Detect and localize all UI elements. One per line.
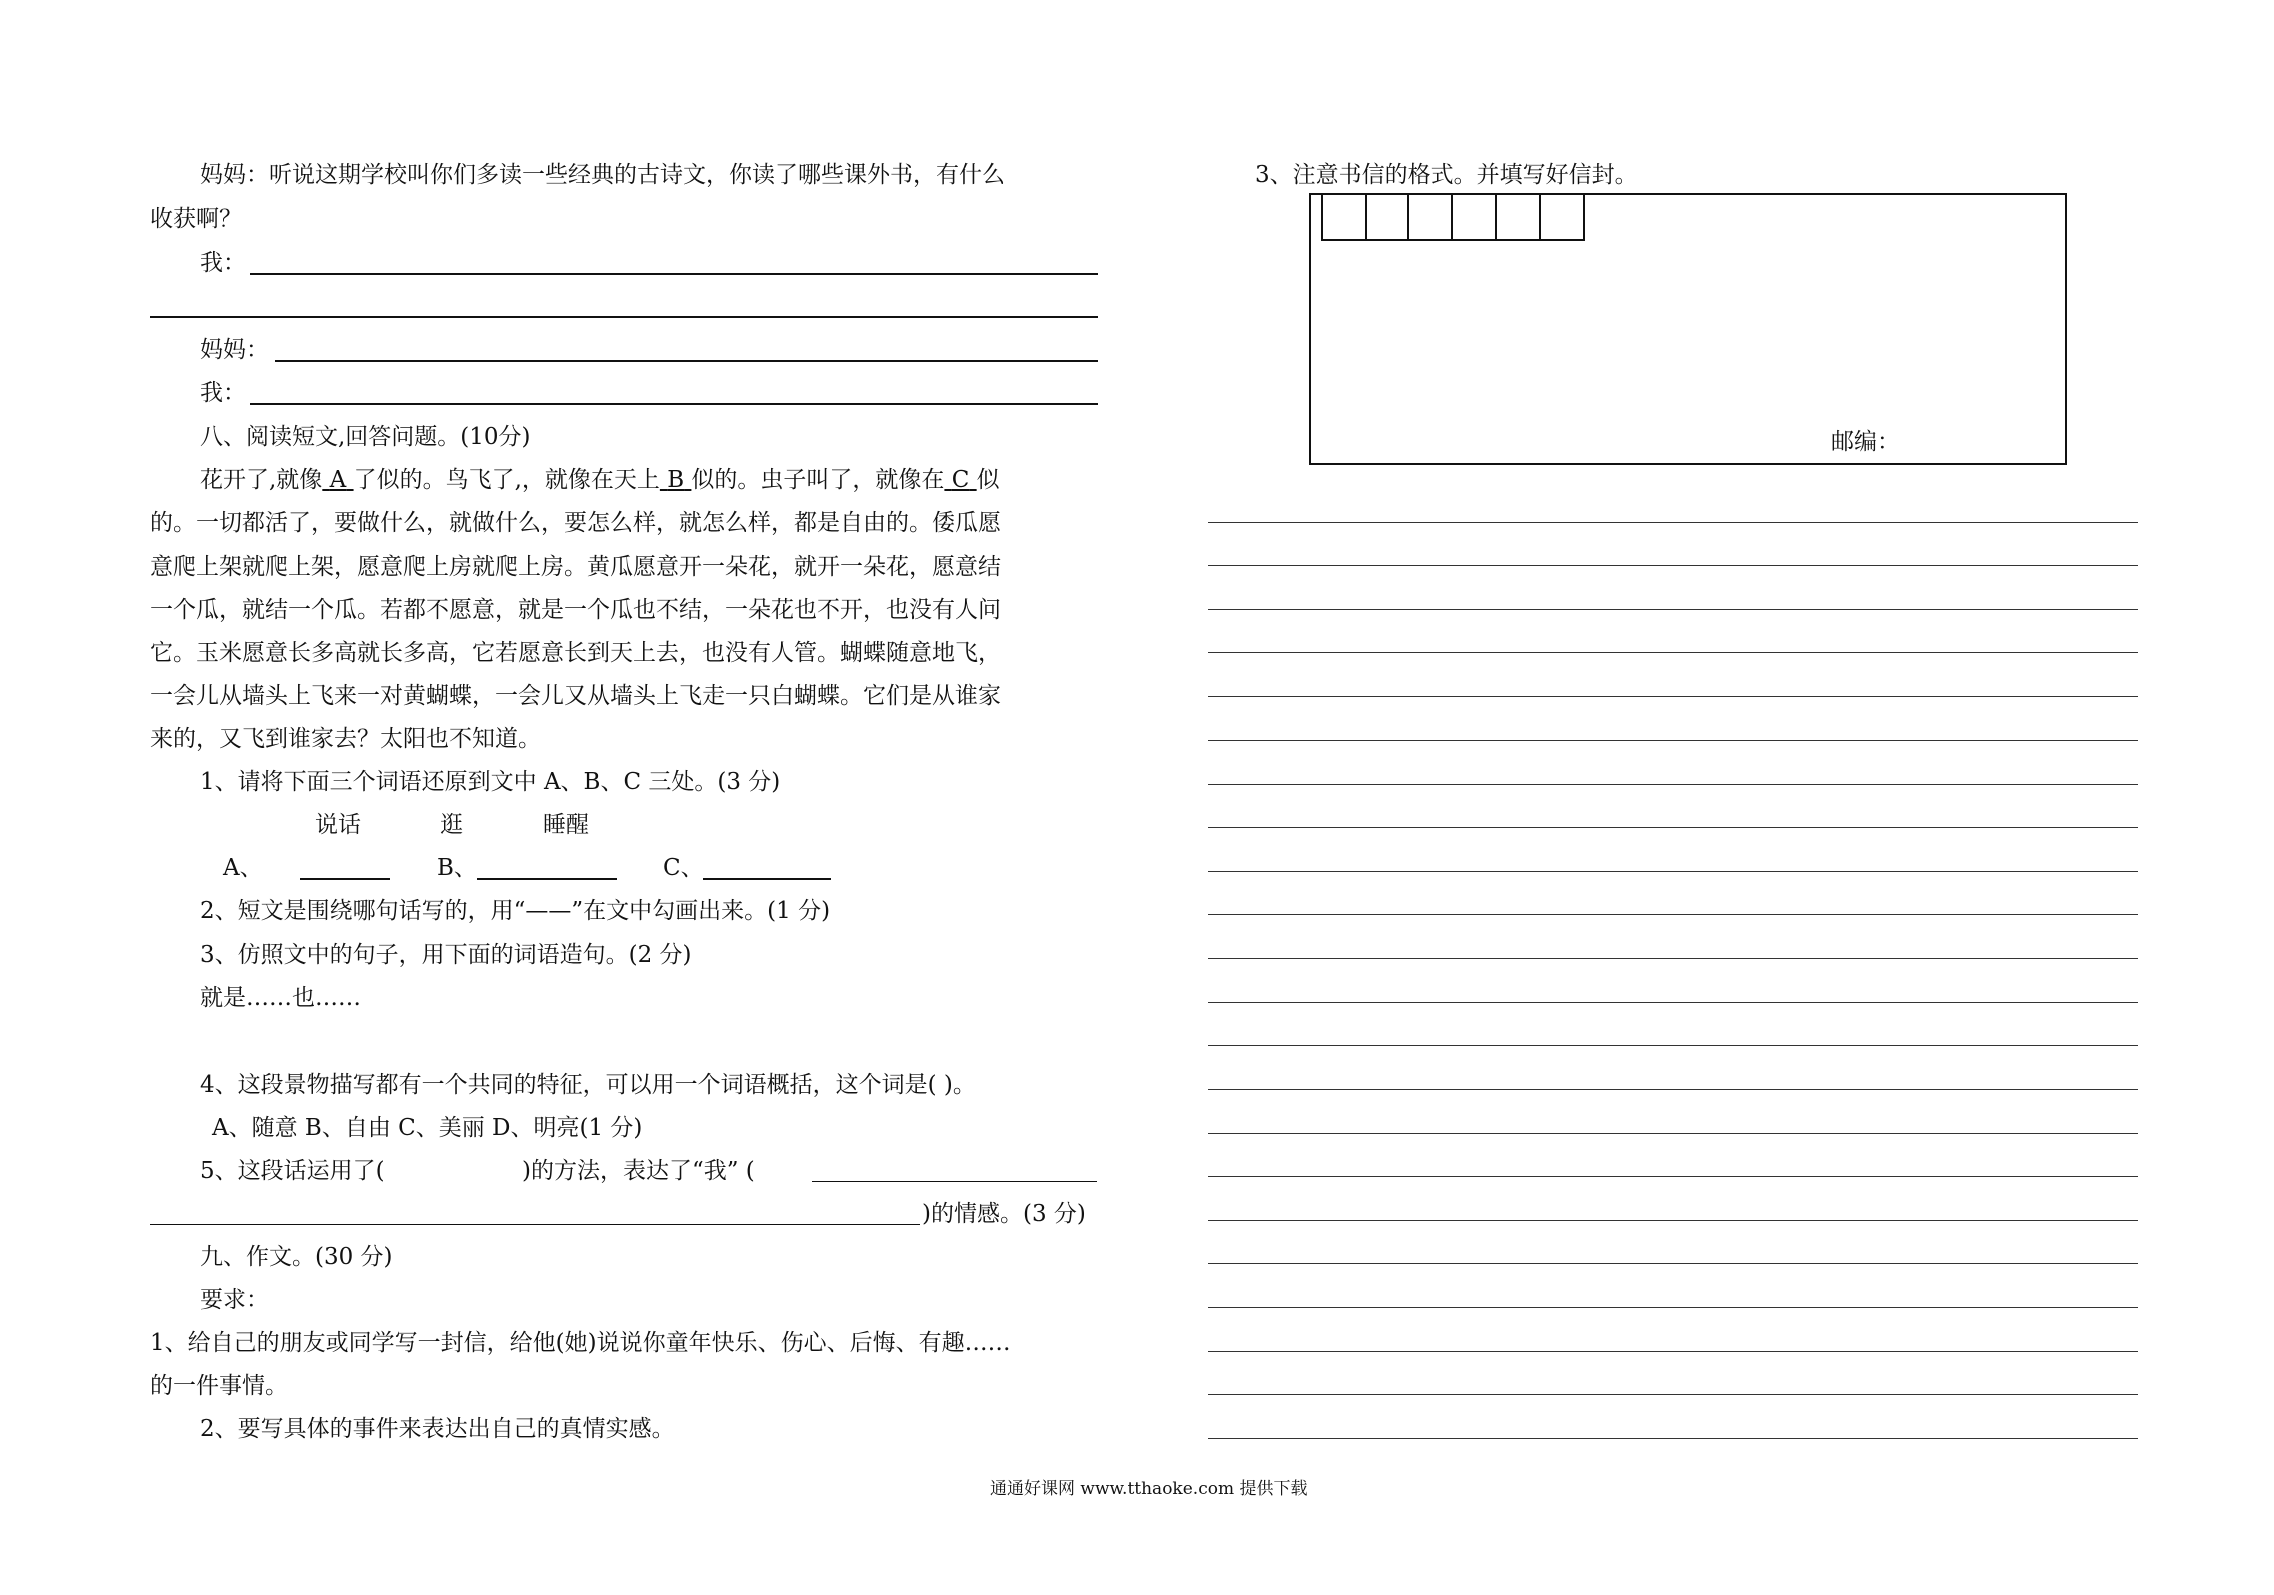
dialogue-mom-1-cont: 收获啊？	[150, 206, 242, 232]
requirement-1-cont: 的一件事情。	[150, 1373, 288, 1399]
answer-a-label: A、	[223, 855, 263, 881]
writing-line[interactable]	[1208, 827, 2138, 828]
writing-line[interactable]	[1208, 1089, 2138, 1090]
writing-line[interactable]	[1208, 1220, 2138, 1221]
passage-line-1-a: 花开了,就像	[200, 467, 323, 493]
question-5-a: 5、这段话运用了(	[200, 1158, 385, 1184]
answer-line-me-1[interactable]	[250, 273, 1098, 275]
section-9-title: 九、作文。(30 分)	[200, 1244, 393, 1270]
passage-line-1-b: 了似的。鸟飞了,，就像在天上	[353, 467, 660, 493]
writing-line[interactable]	[1208, 1438, 2138, 1439]
writing-line[interactable]	[1208, 1351, 2138, 1352]
question-4-options: A、随意 B、自由 C、美丽 D、明亮(1 分)	[212, 1115, 643, 1141]
writing-line[interactable]	[1208, 1394, 2138, 1395]
answer-b-label: B、	[437, 855, 477, 881]
answer-line-mom[interactable]	[275, 360, 1098, 362]
answer-b-line[interactable]	[477, 878, 617, 880]
answer-line-extra[interactable]	[150, 316, 1098, 318]
requirement-3: 3、注意书信的格式。并填写好信封。	[1255, 162, 1638, 188]
mom-label: 妈妈：	[200, 337, 269, 363]
writing-line[interactable]	[1208, 696, 2138, 697]
requirement-2: 2、要写具体的事件来表达出自己的真情实感。	[200, 1416, 675, 1442]
postcode-box-3[interactable]	[1409, 195, 1453, 241]
envelope	[1309, 193, 2067, 465]
passage-line-1-d: 似	[976, 467, 1000, 493]
question-5-blank-2[interactable]	[150, 1224, 920, 1225]
question-5-blank-1[interactable]	[812, 1181, 1097, 1182]
word-1: 说话	[315, 812, 361, 838]
passage-line-7: 来的，又飞到谁家去？太阳也不知道。	[150, 726, 541, 752]
question-3-words: 就是……也……	[200, 985, 361, 1011]
postcode-box-1[interactable]	[1321, 195, 1367, 241]
blank-b: B	[667, 467, 685, 493]
writing-line[interactable]	[1208, 914, 2138, 915]
blank-c: C	[951, 467, 970, 493]
passage-line-4: 一个瓜，就结一个瓜。若都不愿意，就是一个瓜也不结，一朵花也不开，也没有人问	[150, 597, 1001, 623]
answer-c-label: C、	[663, 855, 704, 881]
writing-line[interactable]	[1208, 871, 2138, 872]
writing-line[interactable]	[1208, 609, 2138, 610]
dialogue-mom-1: 妈妈：听说这期学校叫你们多读一些经典的古诗文，你读了哪些课外书，有什么	[200, 162, 1005, 188]
writing-line[interactable]	[1208, 1307, 2138, 1308]
me-label-1: 我：	[200, 250, 246, 276]
answer-line-me-2[interactable]	[250, 403, 1098, 405]
writing-line[interactable]	[1208, 958, 2138, 959]
answer-c-line[interactable]	[703, 878, 831, 880]
question-5-c: )的情感。(3 分)	[922, 1201, 1086, 1227]
writing-line[interactable]	[1208, 1176, 2138, 1177]
postcode-label: 邮编：	[1831, 429, 1900, 455]
word-3: 睡醒	[543, 812, 589, 838]
me-label-2: 我：	[200, 380, 246, 406]
question-2: 2、短文是围绕哪句话写的，用“——”在文中勾画出来。(1 分)	[200, 898, 831, 924]
question-1: 1、请将下面三个词语还原到文中 A、B、C 三处。(3 分)	[200, 769, 781, 795]
question-5-b: )的方法，表达了“我” (	[522, 1158, 755, 1184]
footer-credit: 通通好课网 www.tthaoke.com 提供下载	[990, 1479, 1308, 1499]
writing-line[interactable]	[1208, 522, 2138, 523]
passage-line-1-c: 似的。虫子叫了，就像在	[691, 467, 945, 493]
blank-a: A	[329, 467, 347, 493]
writing-line[interactable]	[1208, 784, 2138, 785]
passage-line-1	[200, 465, 1000, 495]
writing-line[interactable]	[1208, 1045, 2138, 1046]
writing-line[interactable]	[1208, 652, 2138, 653]
passage-line-3: 意爬上架就爬上架，愿意爬上房就爬上房。黄瓜愿意开一朵花，就开一朵花，愿意结	[150, 554, 1001, 580]
question-3: 3、仿照文中的句子，用下面的词语造句。(2 分)	[200, 942, 692, 968]
writing-line[interactable]	[1208, 740, 2138, 741]
word-2: 逛	[440, 812, 463, 838]
answer-a-line[interactable]	[300, 878, 390, 880]
writing-line[interactable]	[1208, 565, 2138, 566]
postcode-box-6[interactable]	[1541, 195, 1585, 241]
question-4: 4、这段景物描写都有一个共同的特征，可以用一个词语概括，这个词是( )。	[200, 1072, 976, 1098]
passage-line-6: 一会儿从墙头上飞来一对黄蝴蝶，一会儿又从墙头上飞走一只白蝴蝶。它们是从谁家	[150, 683, 1001, 709]
section-8-title: 八、阅读短文,回答问题。(10分)	[200, 424, 531, 450]
writing-line[interactable]	[1208, 1263, 2138, 1264]
writing-line[interactable]	[1208, 1133, 2138, 1134]
requirement-1: 1、给自己的朋友或同学写一封信，给他(她)说说你童年快乐、伤心、后悔、有趣……	[150, 1330, 1011, 1356]
postcode-box-4[interactable]	[1453, 195, 1497, 241]
postcode-box-2[interactable]	[1365, 195, 1409, 241]
passage-line-5: 它。玉米愿意长多高就长多高，它若愿意长到天上去，也没有人管。蝴蝶随意地飞，	[150, 640, 1001, 666]
postcode-box-5[interactable]	[1497, 195, 1541, 241]
writing-line[interactable]	[1208, 1002, 2138, 1003]
passage-line-2: 的。一切都活了，要做什么，就做什么，要怎么样，就怎么样，都是自由的。倭瓜愿	[150, 510, 1001, 536]
requirements-label: 要求：	[200, 1287, 269, 1313]
